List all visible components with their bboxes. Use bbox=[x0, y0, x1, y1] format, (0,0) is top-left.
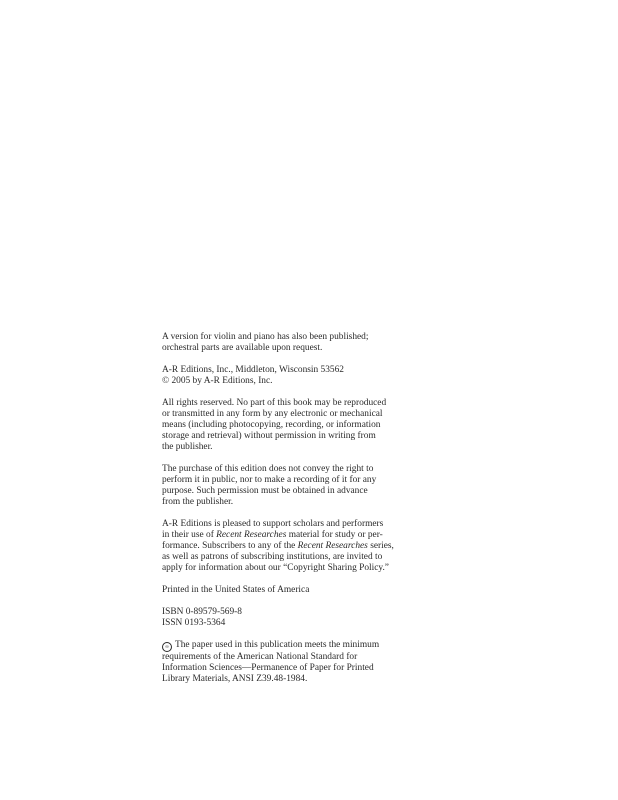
issn-number: ISSN 0193-5364 bbox=[162, 618, 226, 628]
isbn-number: ISBN 0-89579-569-8 bbox=[162, 607, 242, 617]
text-line: purpose. Such permission must be obtained in advance bbox=[162, 486, 368, 496]
text-line: Printed in the United States of America bbox=[162, 585, 310, 595]
text-run: formance. Subscribers to any of the bbox=[162, 541, 298, 551]
text-line: storage and retrieval) without permission in writing from bbox=[162, 431, 376, 441]
text-run: series, bbox=[367, 541, 394, 551]
text-line bbox=[162, 541, 422, 552]
permanent-paper-icon: ∞ bbox=[162, 642, 172, 652]
paper-permanence-paragraph bbox=[162, 640, 422, 685]
text-line: orchestral parts are available upon request. bbox=[162, 343, 323, 353]
parts-note-paragraph bbox=[162, 332, 422, 354]
text-line: A-R Editions is pleased to support scholars and performers bbox=[162, 519, 384, 529]
text-line: as well as patrons of subscribing institutions, are invited to bbox=[162, 552, 383, 562]
text-line: Library Materials, ANSI Z39.48-1984. bbox=[162, 674, 308, 684]
text-line: or transmitted in any form by any electronic or mechanical bbox=[162, 409, 383, 419]
text-run: The paper used in this publication meets the minimum bbox=[175, 640, 380, 650]
publisher-paragraph bbox=[162, 365, 422, 387]
series-title: Recent Researches bbox=[297, 541, 368, 551]
text-line: perform it in public, nor to make a recording of it for any bbox=[162, 475, 377, 485]
text-line: The purchase of this edition does not convey the right to bbox=[162, 464, 374, 474]
text-line: means (including photocopying, recording, or information bbox=[162, 420, 381, 430]
printed-in-paragraph bbox=[162, 585, 422, 596]
text-line bbox=[162, 530, 422, 541]
series-title: Recent Researches bbox=[216, 530, 287, 540]
text-run: in their use of bbox=[162, 530, 217, 540]
copyright-sharing-paragraph bbox=[162, 519, 422, 574]
text-line: requirements of the American National Standard for bbox=[162, 652, 358, 662]
text-run: material for study or per- bbox=[286, 530, 383, 540]
copyright-page-text bbox=[162, 332, 422, 696]
text-line bbox=[162, 640, 422, 652]
text-line: Information Sciences—Permanence of Paper for Printed bbox=[162, 663, 374, 673]
copyright-notice: © 2005 by A-R Editions, Inc. bbox=[162, 376, 273, 386]
identifiers-paragraph bbox=[162, 607, 422, 629]
rights-reserved-paragraph bbox=[162, 398, 422, 453]
text-line: apply for information about our “Copyright Sharing Policy.” bbox=[162, 563, 389, 573]
text-line: the publisher. bbox=[162, 442, 213, 452]
performance-rights-paragraph bbox=[162, 464, 422, 508]
text-line: from the publisher. bbox=[162, 497, 234, 507]
text-line: All rights reserved. No part of this book may be reproduced bbox=[162, 398, 387, 408]
text-line: A version for violin and piano has also been published; bbox=[162, 332, 369, 342]
publisher-address: A-R Editions, Inc., Middleton, Wisconsin 53562 bbox=[162, 365, 344, 375]
